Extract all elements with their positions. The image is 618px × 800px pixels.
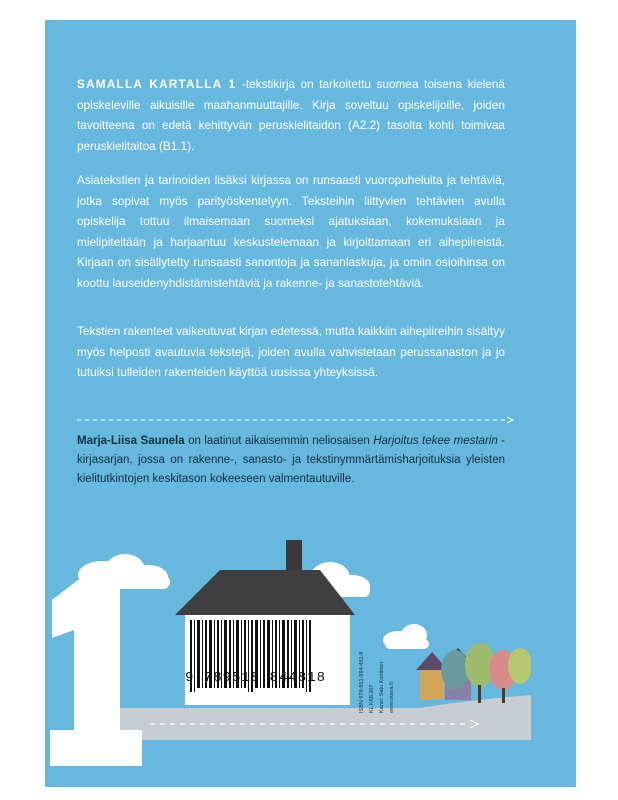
intro-text: -tekstikirja on tarkoitettu suomea toisena kielenä opiskeleville aikuisille maahanmuuttajille. Kirja soveltuu opiskelijoille, joiden tavoitteena on edetä kehittyvän peruskielitaidon (A2.2) tasolta kohti toimivaa peruskielitaitoa (B1.1). — [77, 77, 505, 153]
intro-paragraph — [77, 74, 505, 156]
isbn-line-2: KL K68.207 — [369, 684, 375, 713]
structures-paragraph: Tekstien rakenteet vaikeutuvat kirjan edetessä, mutta kaikkiin aihepiireihin sisältyy myös helposti avautuvia tekstejä, joiden avulla vahvistetaan perussanaston ja jo tutuiksi tulleiden rakenteiden käyttöä uusissa yhteyksissä. — [77, 324, 505, 380]
series-title: Harjoitus tekee mestarin — [373, 435, 498, 447]
isbn-info — [355, 585, 415, 715]
isbn-line-3: Kansi: Satu Kontinen — [379, 661, 385, 713]
house-illustration — [0, 520, 531, 767]
author-text-1: on laatinut aikaisemmin neliosaisen — [184, 435, 374, 447]
dashed-arrow-divider — [77, 416, 515, 424]
isbn-line-1: ISBN 978-951-884-481-8 — [359, 651, 365, 713]
author-paragraph — [77, 432, 505, 489]
book-title: SAMALLA KARTALLA 1 — [77, 77, 237, 91]
author-name: Marja-Liisa Saunela — [77, 435, 185, 447]
barcode-number: 9 789518 844818 — [185, 670, 327, 686]
author-text-2: -kirjasarjan, jossa on rakenne-, sanasto- ja tekstinymmärtämisharjoituksia yleisten kielitutkintojen keskitason kokeeseen valmentautuville. — [77, 435, 506, 485]
isbn-line-4: www.otava.fi — [389, 682, 395, 713]
big-number-one — [50, 580, 142, 766]
exercises-paragraph: Asiatekstien ja tarinoiden lisäksi kirjassa on runsaasti vuoropuheluita ja tehtäviä, jotka sopivat myös parityöskentelyyn. Teksteihin liittyvien tehtävien avulla opiskelija tottuu ilmaisemaan suomeksi ajatuksiaan, kokemuksiaan ja mielipiteitään ja harjaantuu keskustelemaan ja kirjoittamaan eri aihepiireistä. Kirjaan on sisällytetty runsaasti sanontoja ja sananlaskuja, ja omiin osioihinsa on koottu lauseidenyhdistämistehtäviä ja rakenne- ja sanastotehtäviä. — [77, 173, 505, 290]
